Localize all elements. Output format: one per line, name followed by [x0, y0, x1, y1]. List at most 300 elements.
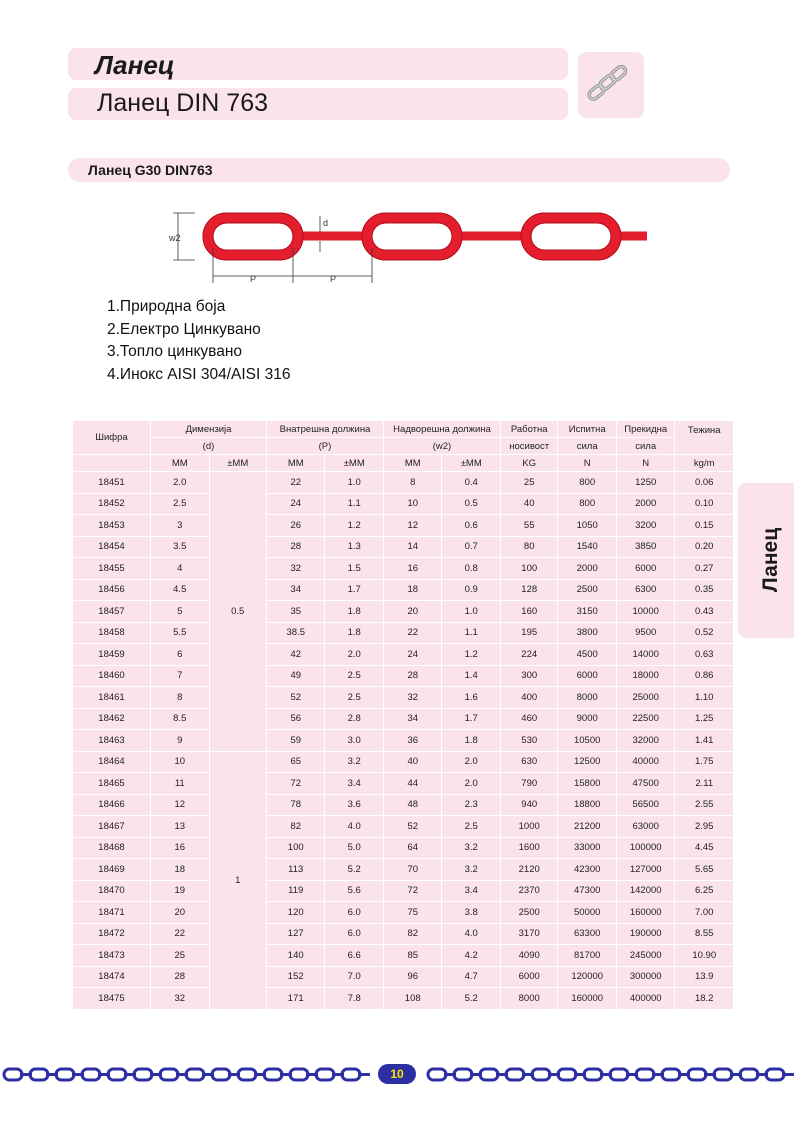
- value-cell: 38.5: [267, 623, 325, 644]
- value-cell: 100000: [617, 838, 675, 859]
- value-cell: 28: [267, 537, 325, 558]
- table-row: [73, 472, 733, 493]
- value-cell: 55: [501, 515, 557, 536]
- value-cell: 3200: [617, 515, 675, 536]
- value-cell: 72: [267, 773, 325, 794]
- footer-chain-link: [480, 1069, 498, 1080]
- value-cell: 5: [151, 601, 209, 622]
- value-cell: 16: [384, 558, 442, 579]
- table-row: [73, 730, 733, 751]
- value-cell: 4500: [558, 644, 616, 665]
- value-cell: 78: [267, 795, 325, 816]
- value-cell: 10000: [617, 601, 675, 622]
- unit-cell: MM: [151, 455, 209, 471]
- value-cell: 8000: [501, 988, 557, 1009]
- value-cell: 3.0: [325, 730, 383, 751]
- value-cell: 0.10: [675, 494, 733, 515]
- code-cell: 18454: [73, 537, 150, 558]
- value-cell: 19: [151, 881, 209, 902]
- value-cell: 28: [384, 666, 442, 687]
- w2-label: w2: [169, 233, 181, 243]
- value-cell: 1.1: [325, 494, 383, 515]
- unit-cell: N: [617, 455, 675, 471]
- footer-chain-link: [610, 1069, 628, 1080]
- footer-chain-link: [428, 1069, 446, 1080]
- value-cell: 3170: [501, 924, 557, 945]
- value-cell: 630: [501, 752, 557, 773]
- value-cell: 2500: [501, 902, 557, 923]
- value-cell: 7: [151, 666, 209, 687]
- footer-chain-right: [428, 1069, 794, 1080]
- finish-list: [107, 296, 347, 386]
- value-cell: 100: [267, 838, 325, 859]
- value-cell: 6.0: [325, 924, 383, 945]
- footer-chain-link: [342, 1069, 360, 1080]
- value-cell: 16: [151, 838, 209, 859]
- value-cell: 7.00: [675, 902, 733, 923]
- table-row: [73, 924, 733, 945]
- value-cell: 3: [151, 515, 209, 536]
- code-cell: 18464: [73, 752, 150, 773]
- value-cell: 13: [151, 816, 209, 837]
- value-cell: 50000: [558, 902, 616, 923]
- value-cell: 18000: [617, 666, 675, 687]
- footer-chain-link: [108, 1069, 126, 1080]
- footer-chain-link: [264, 1069, 282, 1080]
- footer-chain-link: [714, 1069, 732, 1080]
- unit-cell: ±MM: [442, 455, 500, 471]
- value-cell: 28: [151, 967, 209, 988]
- page-title: Ланец: [95, 50, 175, 80]
- value-cell: 75: [384, 902, 442, 923]
- value-cell: 2500: [558, 580, 616, 601]
- value-cell: 300000: [617, 967, 675, 988]
- table-row: [73, 709, 733, 730]
- section-title: Ланец G30 DIN763: [88, 162, 213, 178]
- tolerance-cell: 1: [210, 752, 266, 1009]
- chain-icon: [578, 52, 644, 118]
- value-cell: 3.8: [442, 902, 500, 923]
- value-cell: 160000: [558, 988, 616, 1009]
- value-cell: 3.4: [442, 881, 500, 902]
- value-cell: 3.2: [442, 838, 500, 859]
- value-cell: 10: [384, 494, 442, 515]
- value-cell: 1.8: [325, 601, 383, 622]
- value-cell: 4.0: [325, 816, 383, 837]
- value-cell: 1.7: [325, 580, 383, 601]
- unit-cell: N: [558, 455, 616, 471]
- value-cell: 1.1: [442, 623, 500, 644]
- header-outer-width-sub: (w2): [384, 438, 500, 454]
- value-cell: 2.8: [325, 709, 383, 730]
- value-cell: 4.2: [442, 945, 500, 966]
- value-cell: 5.2: [325, 859, 383, 880]
- value-cell: 12: [384, 515, 442, 536]
- header-working-load-sub: носивост: [501, 438, 557, 454]
- value-cell: 40: [384, 752, 442, 773]
- value-cell: 1600: [501, 838, 557, 859]
- code-cell: 18470: [73, 881, 150, 902]
- value-cell: 108: [384, 988, 442, 1009]
- value-cell: 0.63: [675, 644, 733, 665]
- value-cell: 2.0: [442, 752, 500, 773]
- header-dimension-sub: (d): [151, 438, 266, 454]
- value-cell: 127: [267, 924, 325, 945]
- value-cell: 4090: [501, 945, 557, 966]
- chain-logo-box: [578, 52, 644, 118]
- table-row: [73, 967, 733, 988]
- value-cell: 20: [384, 601, 442, 622]
- value-cell: 18: [151, 859, 209, 880]
- value-cell: 2.0: [442, 773, 500, 794]
- value-cell: 1.75: [675, 752, 733, 773]
- value-cell: 64: [384, 838, 442, 859]
- table-row: [73, 773, 733, 794]
- value-cell: 0.20: [675, 537, 733, 558]
- value-cell: 70: [384, 859, 442, 880]
- code-cell: 18456: [73, 580, 150, 601]
- value-cell: 3.6: [325, 795, 383, 816]
- value-cell: 10.90: [675, 945, 733, 966]
- value-cell: 5.2: [442, 988, 500, 1009]
- d-label: d: [323, 218, 329, 228]
- value-cell: 400: [501, 687, 557, 708]
- table-row: [73, 644, 733, 665]
- footer-chain-link: [30, 1069, 48, 1080]
- header-test-force: Испитна: [558, 421, 616, 437]
- value-cell: 7.8: [325, 988, 383, 1009]
- footer-chain-link: [160, 1069, 178, 1080]
- table-row: [73, 795, 733, 816]
- value-cell: 1.6: [442, 687, 500, 708]
- finish-item: 4.Инокс AISI 304/AISI 316: [107, 365, 291, 383]
- value-cell: 12: [151, 795, 209, 816]
- table-row: [73, 558, 733, 579]
- value-cell: 171: [267, 988, 325, 1009]
- code-cell: 18455: [73, 558, 150, 579]
- value-cell: 128: [501, 580, 557, 601]
- value-cell: 63300: [558, 924, 616, 945]
- value-cell: 8: [384, 472, 442, 493]
- value-cell: 82: [267, 816, 325, 837]
- value-cell: 47300: [558, 881, 616, 902]
- unit-cell: MM: [384, 455, 442, 471]
- value-cell: 72: [384, 881, 442, 902]
- footer-chain-link: [82, 1069, 100, 1080]
- footer-chain-link: [186, 1069, 204, 1080]
- value-cell: 300: [501, 666, 557, 687]
- value-cell: 85: [384, 945, 442, 966]
- value-cell: 2.5: [325, 687, 383, 708]
- value-cell: 3800: [558, 623, 616, 644]
- value-cell: 3150: [558, 601, 616, 622]
- value-cell: 0.15: [675, 515, 733, 536]
- value-cell: 25: [151, 945, 209, 966]
- header-outer-width: Надворешна должина: [384, 421, 500, 437]
- value-cell: 3850: [617, 537, 675, 558]
- header-inner-length-sub: (P): [267, 438, 383, 454]
- header-inner-length: Внатрешна должина: [267, 421, 383, 437]
- value-cell: 0.5: [442, 494, 500, 515]
- code-cell: 18466: [73, 795, 150, 816]
- value-cell: 4: [151, 558, 209, 579]
- value-cell: 4.7: [442, 967, 500, 988]
- value-cell: 0.7: [442, 537, 500, 558]
- header-dimension: Димензија: [151, 421, 266, 437]
- footer-chain-link: [532, 1069, 550, 1080]
- code-cell: 18463: [73, 730, 150, 751]
- finish-item: 2.Електро Цинкувано: [107, 320, 261, 338]
- footer-chain-left: [4, 1069, 370, 1080]
- value-cell: 5.0: [325, 838, 383, 859]
- value-cell: 65: [267, 752, 325, 773]
- value-cell: 10: [151, 752, 209, 773]
- value-cell: 12500: [558, 752, 616, 773]
- code-cell: 18465: [73, 773, 150, 794]
- value-cell: 11: [151, 773, 209, 794]
- value-cell: 530: [501, 730, 557, 751]
- value-cell: 5.6: [325, 881, 383, 902]
- value-cell: 1.0: [442, 601, 500, 622]
- unit-cell: kg/m: [675, 455, 733, 471]
- value-cell: 142000: [617, 881, 675, 902]
- value-cell: 160: [501, 601, 557, 622]
- code-cell: 18474: [73, 967, 150, 988]
- value-cell: 6000: [617, 558, 675, 579]
- value-cell: 5.65: [675, 859, 733, 880]
- value-cell: 0.9: [442, 580, 500, 601]
- value-cell: 34: [384, 709, 442, 730]
- value-cell: 56: [267, 709, 325, 730]
- header-test-force-sub: сила: [558, 438, 616, 454]
- code-cell: 18458: [73, 623, 150, 644]
- unit-cell: MM: [267, 455, 325, 471]
- footer-chain-link: [688, 1069, 706, 1080]
- value-cell: 44: [384, 773, 442, 794]
- value-cell: 18.2: [675, 988, 733, 1009]
- page-subtitle: Ланец DIN 763: [97, 89, 268, 117]
- value-cell: 56500: [617, 795, 675, 816]
- value-cell: 14000: [617, 644, 675, 665]
- value-cell: 5.5: [151, 623, 209, 644]
- value-cell: 42: [267, 644, 325, 665]
- unit-cell: KG: [501, 455, 557, 471]
- value-cell: 2000: [558, 558, 616, 579]
- code-cell: 18457: [73, 601, 150, 622]
- value-cell: 1.2: [325, 515, 383, 536]
- value-cell: 49: [267, 666, 325, 687]
- value-cell: 42300: [558, 859, 616, 880]
- value-cell: 2.5: [442, 816, 500, 837]
- value-cell: 24: [384, 644, 442, 665]
- value-cell: 36: [384, 730, 442, 751]
- value-cell: 22: [384, 623, 442, 644]
- value-cell: 1250: [617, 472, 675, 493]
- value-cell: 25000: [617, 687, 675, 708]
- value-cell: 63000: [617, 816, 675, 837]
- value-cell: 1.3: [325, 537, 383, 558]
- footer-chain-link: [134, 1069, 152, 1080]
- footer-chain-link: [238, 1069, 256, 1080]
- value-cell: 224: [501, 644, 557, 665]
- header-breaking-force-sub: сила: [617, 438, 675, 454]
- value-cell: 1.0: [325, 472, 383, 493]
- value-cell: 1.5: [325, 558, 383, 579]
- value-cell: 1.2: [442, 644, 500, 665]
- value-cell: 0.86: [675, 666, 733, 687]
- value-cell: 6.0: [325, 902, 383, 923]
- value-cell: 3.4: [325, 773, 383, 794]
- finish-item: 3.Топло цинкувано: [107, 343, 243, 360]
- value-cell: 32000: [617, 730, 675, 751]
- footer-chain-link: [212, 1069, 230, 1080]
- value-cell: 1.8: [325, 623, 383, 644]
- footer-chain-link: [584, 1069, 602, 1080]
- value-cell: 32: [151, 988, 209, 1009]
- footer-chain-link: [290, 1069, 308, 1080]
- value-cell: 127000: [617, 859, 675, 880]
- value-cell: 1000: [501, 816, 557, 837]
- value-cell: 2.55: [675, 795, 733, 816]
- value-cell: 8.55: [675, 924, 733, 945]
- value-cell: 120000: [558, 967, 616, 988]
- value-cell: 790: [501, 773, 557, 794]
- value-cell: 15800: [558, 773, 616, 794]
- value-cell: 1.7: [442, 709, 500, 730]
- header-breaking-force: Прекидна: [617, 421, 675, 437]
- value-cell: 1540: [558, 537, 616, 558]
- value-cell: 1.25: [675, 709, 733, 730]
- value-cell: 400000: [617, 988, 675, 1009]
- value-cell: 100: [501, 558, 557, 579]
- value-cell: 8: [151, 687, 209, 708]
- value-cell: 0.52: [675, 623, 733, 644]
- value-cell: 2.0: [325, 644, 383, 665]
- value-cell: 33000: [558, 838, 616, 859]
- code-cell: 18471: [73, 902, 150, 923]
- side-tab-label: Ланец: [759, 527, 782, 593]
- header-code: Шифра: [73, 421, 150, 454]
- value-cell: 35: [267, 601, 325, 622]
- footer-chain-link: [316, 1069, 334, 1080]
- footer-chain-link: [506, 1069, 524, 1080]
- value-cell: 82: [384, 924, 442, 945]
- value-cell: 22: [151, 924, 209, 945]
- value-cell: 47500: [617, 773, 675, 794]
- p-label: P: [330, 274, 337, 284]
- value-cell: 9500: [617, 623, 675, 644]
- value-cell: 160000: [617, 902, 675, 923]
- value-cell: 3.2: [325, 752, 383, 773]
- value-cell: 2.0: [151, 472, 209, 493]
- value-cell: 190000: [617, 924, 675, 945]
- value-cell: 6000: [558, 666, 616, 687]
- value-cell: 24: [267, 494, 325, 515]
- value-cell: 26: [267, 515, 325, 536]
- value-cell: 120: [267, 902, 325, 923]
- table-row: [73, 515, 733, 536]
- value-cell: 9: [151, 730, 209, 751]
- header-working-load: Работна: [501, 421, 557, 437]
- value-cell: 2370: [501, 881, 557, 902]
- value-cell: 59: [267, 730, 325, 751]
- value-cell: 6: [151, 644, 209, 665]
- value-cell: 195: [501, 623, 557, 644]
- value-cell: 2120: [501, 859, 557, 880]
- table-row: [73, 494, 733, 515]
- code-cell: 18460: [73, 666, 150, 687]
- table-row: [73, 666, 733, 687]
- table-row: [73, 580, 733, 601]
- code-cell: 18475: [73, 988, 150, 1009]
- value-cell: 2.5: [151, 494, 209, 515]
- table-row: [73, 752, 733, 773]
- table-row: [73, 945, 733, 966]
- value-cell: 0.43: [675, 601, 733, 622]
- chain-diagram: [165, 208, 655, 290]
- unit-cell: ±MM: [325, 455, 383, 471]
- footer-chain-link: [740, 1069, 758, 1080]
- footer-chain-link: [636, 1069, 654, 1080]
- value-cell: 81700: [558, 945, 616, 966]
- value-cell: 0.35: [675, 580, 733, 601]
- code-cell: 18451: [73, 472, 150, 493]
- table-row: [73, 988, 733, 1009]
- value-cell: 7.0: [325, 967, 383, 988]
- table-row: [73, 881, 733, 902]
- value-cell: 14: [384, 537, 442, 558]
- finish-item: 1.Природна боја: [107, 298, 226, 315]
- code-cell: 18452: [73, 494, 150, 515]
- value-cell: 96: [384, 967, 442, 988]
- spec-table: [72, 420, 734, 1010]
- value-cell: 1050: [558, 515, 616, 536]
- value-cell: 10500: [558, 730, 616, 751]
- value-cell: 8.5: [151, 709, 209, 730]
- value-cell: 4.45: [675, 838, 733, 859]
- value-cell: 18: [384, 580, 442, 601]
- value-cell: 3.5: [151, 537, 209, 558]
- code-cell: 18453: [73, 515, 150, 536]
- code-cell: 18468: [73, 838, 150, 859]
- value-cell: 0.4: [442, 472, 500, 493]
- value-cell: 460: [501, 709, 557, 730]
- value-cell: 152: [267, 967, 325, 988]
- footer-chain-link: [4, 1069, 22, 1080]
- table-row: [73, 902, 733, 923]
- table-row: [73, 687, 733, 708]
- value-cell: 113: [267, 859, 325, 880]
- value-cell: 21200: [558, 816, 616, 837]
- value-cell: 4.5: [151, 580, 209, 601]
- value-cell: 8000: [558, 687, 616, 708]
- value-cell: 6000: [501, 967, 557, 988]
- value-cell: 1.4: [442, 666, 500, 687]
- value-cell: 32: [267, 558, 325, 579]
- value-cell: 2.11: [675, 773, 733, 794]
- value-cell: 6300: [617, 580, 675, 601]
- unit-cell: ±MM: [210, 455, 266, 471]
- value-cell: 32: [384, 687, 442, 708]
- value-cell: 0.06: [675, 472, 733, 493]
- value-cell: 22500: [617, 709, 675, 730]
- footer-chain-link: [766, 1069, 784, 1080]
- value-cell: 25: [501, 472, 557, 493]
- footer-chain-link: [662, 1069, 680, 1080]
- value-cell: 6.25: [675, 881, 733, 902]
- table-row: [73, 816, 733, 837]
- value-cell: 940: [501, 795, 557, 816]
